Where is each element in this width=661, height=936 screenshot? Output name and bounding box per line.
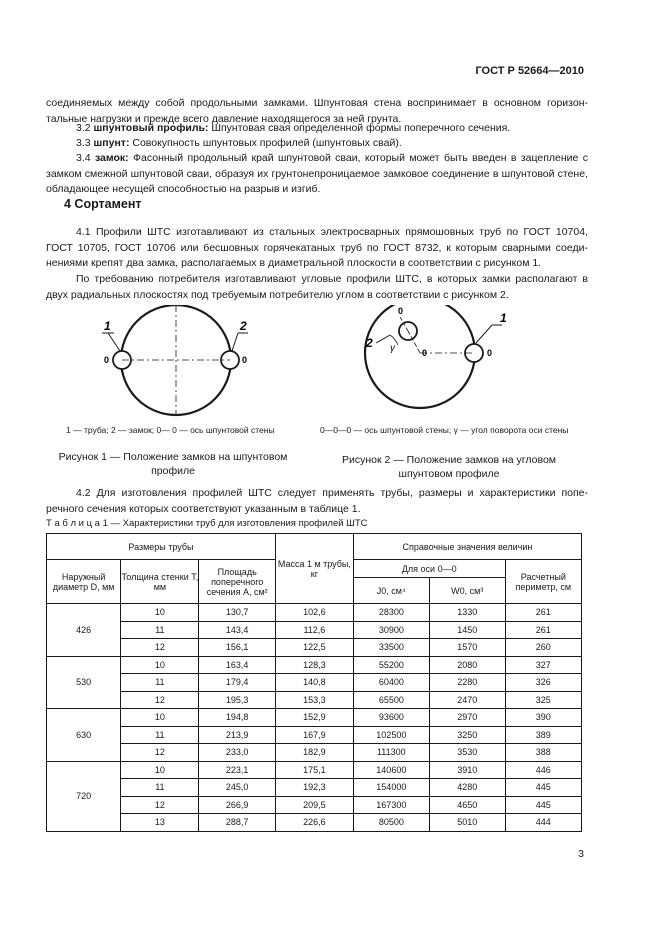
table-cell: 10 (121, 604, 199, 622)
table-cell: 13 (121, 814, 199, 832)
document-header: ГОСТ Р 52664—2010 (475, 65, 584, 77)
cell-diameter: 630 (47, 709, 121, 762)
table-cell: 182,9 (275, 744, 353, 762)
table-cell: 194,8 (199, 709, 275, 727)
fig2-label-2: 2 (366, 336, 373, 350)
table-cell: 326 (505, 674, 581, 692)
table-cell: 1450 (429, 621, 505, 639)
fig1-label-1: 1 (104, 319, 111, 333)
table-cell: 4650 (429, 796, 505, 814)
table-row (47, 709, 582, 727)
fig1-label-0a: 0 (104, 355, 110, 365)
table-cell: 140600 (353, 761, 429, 779)
table-cell: 60400 (353, 674, 429, 692)
table-cell: 3910 (429, 761, 505, 779)
table-cell: 390 (505, 709, 581, 727)
table-row (47, 604, 582, 622)
table-cell: 167,9 (275, 726, 353, 744)
table-cell: 2280 (429, 674, 505, 692)
table-cell: 12 (121, 796, 199, 814)
table-cell: 1570 (429, 639, 505, 657)
figure-2-caption: Рисунок 2 — Положение замков на угловом шпунтовом профиле (341, 454, 557, 480)
table-cell: 2470 (429, 691, 505, 709)
pipe-circle (365, 305, 475, 408)
table-cell: 80500 (353, 814, 429, 832)
table-cell: 209,5 (275, 796, 353, 814)
fig2-label-gamma: γ (390, 343, 395, 354)
table-body (47, 604, 582, 832)
page-number: 3 (578, 848, 584, 860)
table-cell: 122,5 (275, 639, 353, 657)
table-cell: 11 (121, 621, 199, 639)
header-reference-values: Справочные значения величин (353, 534, 581, 560)
figure-2-legend: 0—0—0 — ось шпунтовой стены; γ — угол поворота оси стены (320, 425, 569, 435)
table-cell: 245,0 (199, 779, 275, 797)
header-area: Площадь поперечного сечения A, см² (199, 560, 275, 604)
table-cell: 12 (121, 691, 199, 709)
pipe-characteristics-table (46, 533, 582, 832)
table-cell: 445 (505, 779, 581, 797)
table-cell: 2970 (429, 709, 505, 727)
table-cell: 112,6 (275, 621, 353, 639)
paragraph-3-4: 3.4 замок: Фасонный продольный край шпунтовой сваи, который может быть введен в зацепление с замком смежной шпунтовой сваи, образуя их грунтонепроницаемое замковое соединение в шпунтовой стене, обладающее несущей способностью на разрыв и изгиб. (46, 152, 588, 195)
table-cell: 102,6 (275, 604, 353, 622)
table-cell: 261 (505, 621, 581, 639)
header-w0: W0, см³ (429, 578, 505, 604)
term-zamok: замок: (94, 152, 129, 164)
term-shpuntovy-profil: шпунтовый профиль: (93, 122, 209, 134)
table-row (47, 761, 582, 779)
table-cell: 175,1 (275, 761, 353, 779)
cell-diameter: 720 (47, 761, 121, 831)
table-cell: 28300 (353, 604, 429, 622)
table-row (47, 674, 582, 692)
fig1-label-2: 2 (240, 319, 247, 333)
header-perimeter: Расчетный периметр, см (505, 560, 581, 604)
table-cell: 327 (505, 656, 581, 674)
figure-1-drawing (90, 305, 260, 425)
fig1-label-0b: 0 (242, 355, 248, 365)
table-cell: 2080 (429, 656, 505, 674)
table-cell: 4280 (429, 779, 505, 797)
table-cell: 266,9 (199, 796, 275, 814)
figure-1-caption: Рисунок 1 — Положение замков на шпунтовом профиле (58, 451, 288, 477)
fig2-label-0c: 0 (487, 348, 493, 358)
paragraph-4-2: 4.2 Для изготовления профилей ШТС следует применять трубы, размеры и характеристики попе-речного сечения которых соответствуют указанным в таблице 1. (46, 487, 588, 515)
table-cell: 223,1 (199, 761, 275, 779)
header-diameter: Наружный диаметр D, мм (47, 560, 121, 604)
table-cell: 446 (505, 761, 581, 779)
table-cell: 55200 (353, 656, 429, 674)
table-cell: 195,3 (199, 691, 275, 709)
table-row (47, 744, 582, 762)
header-axis: Для оси 0—0 (353, 560, 505, 578)
header-thickness: Толщина стенки T, мм (121, 560, 199, 604)
table-cell: 11 (121, 779, 199, 797)
table-cell: 143,4 (199, 621, 275, 639)
table-cell: 152,9 (275, 709, 353, 727)
table-cell: 233,0 (199, 744, 275, 762)
table-cell: 93600 (353, 709, 429, 727)
table-cell: 153,3 (275, 691, 353, 709)
table-cell: 288,7 (199, 814, 275, 832)
table-cell: 33500 (353, 639, 429, 657)
table-row (47, 691, 582, 709)
table-cell: 445 (505, 796, 581, 814)
table-cell: 128,3 (275, 656, 353, 674)
section-title: 4 Сортамент (64, 197, 142, 211)
fig2-label-0b: 0 (422, 348, 428, 358)
table-cell: 30900 (353, 621, 429, 639)
table-row (47, 621, 582, 639)
table-cell: 163,4 (199, 656, 275, 674)
table-cell: 389 (505, 726, 581, 744)
table-cell: 140,8 (275, 674, 353, 692)
header-pipe-sizes: Размеры трубы (47, 534, 276, 560)
header-mass: Масса 1 м трубы, кг (275, 534, 353, 604)
table-cell: 11 (121, 726, 199, 744)
table-cell: 12 (121, 639, 199, 657)
table-cell: 226,6 (275, 814, 353, 832)
paragraph-3-3: 3.3 шпунт: Совокупность шпунтовых профилей (шпунтовых свай). (76, 137, 402, 149)
figure-2-drawing (350, 305, 530, 425)
fig2-label-0a: 0 (398, 306, 404, 316)
table-cell: 11 (121, 674, 199, 692)
cell-diameter: 426 (47, 604, 121, 657)
table-cell: 5010 (429, 814, 505, 832)
term-shpunt: шпунт: (93, 137, 130, 149)
table-cell: 261 (505, 604, 581, 622)
table-row (47, 726, 582, 744)
table-cell: 154000 (353, 779, 429, 797)
table-cell: 12 (121, 744, 199, 762)
table-row (47, 639, 582, 657)
table-cell: 179,4 (199, 674, 275, 692)
table-cell: 111300 (353, 744, 429, 762)
table-caption: Т а б л и ц а 1 — Характеристики труб для изготовления профилей ШТС (46, 518, 368, 529)
table-cell: 192,3 (275, 779, 353, 797)
table-cell: 325 (505, 691, 581, 709)
table-row (47, 779, 582, 797)
table-cell: 260 (505, 639, 581, 657)
table-cell: 10 (121, 761, 199, 779)
table-cell: 3250 (429, 726, 505, 744)
table-cell: 102500 (353, 726, 429, 744)
paragraph-4-1b: По требованию потребителя изготавливают угловые профили ШТС, в которых замки располагают в двух радиальных плоскостях под требуемым потребителю углом в соответствии с рисунком 2. (46, 273, 588, 301)
table-row (47, 796, 582, 814)
table-cell: 130,7 (199, 604, 275, 622)
table-cell: 10 (121, 656, 199, 674)
table-cell: 65500 (353, 691, 429, 709)
table-cell: 444 (505, 814, 581, 832)
table-row (47, 656, 582, 674)
table-row (47, 814, 582, 832)
table-cell: 167300 (353, 796, 429, 814)
fig2-label-1: 1 (500, 311, 507, 325)
table-cell: 156,1 (199, 639, 275, 657)
cell-diameter: 530 (47, 656, 121, 709)
table-cell: 10 (121, 709, 199, 727)
paragraph-4-1: 4.1 Профили ШТС изготавливают из стальных электросварных прямошовных труб по ГОСТ 10704, ГОСТ 10705, ГОСТ 10706 или бесшовных горячекатаных труб по ГОСТ 8732, к которым сварными соеди-нениями крепят два замка, располагаемых в диаметральной плоскости в соответствии с рисунком 1. (46, 226, 588, 269)
paragraph-intro: соединяемых между собой продольными замками. Шпунтовая стена воспринимает в основном горизон-тальные нагрузки и прежде всего давление находящегося за ней грунта. (46, 97, 588, 125)
figure-1-legend: 1 — труба; 2 — замок; 0— 0 — ось шпунтовой стены (66, 425, 275, 435)
table-cell: 388 (505, 744, 581, 762)
paragraph-3-2: 3.2 шпунтовый профиль: Шпунтовая свая определенной формы поперечного сечения. (76, 122, 511, 134)
table-cell: 3530 (429, 744, 505, 762)
table-cell: 213,9 (199, 726, 275, 744)
table-cell: 1330 (429, 604, 505, 622)
header-j0: J0, см⁴ (353, 578, 429, 604)
